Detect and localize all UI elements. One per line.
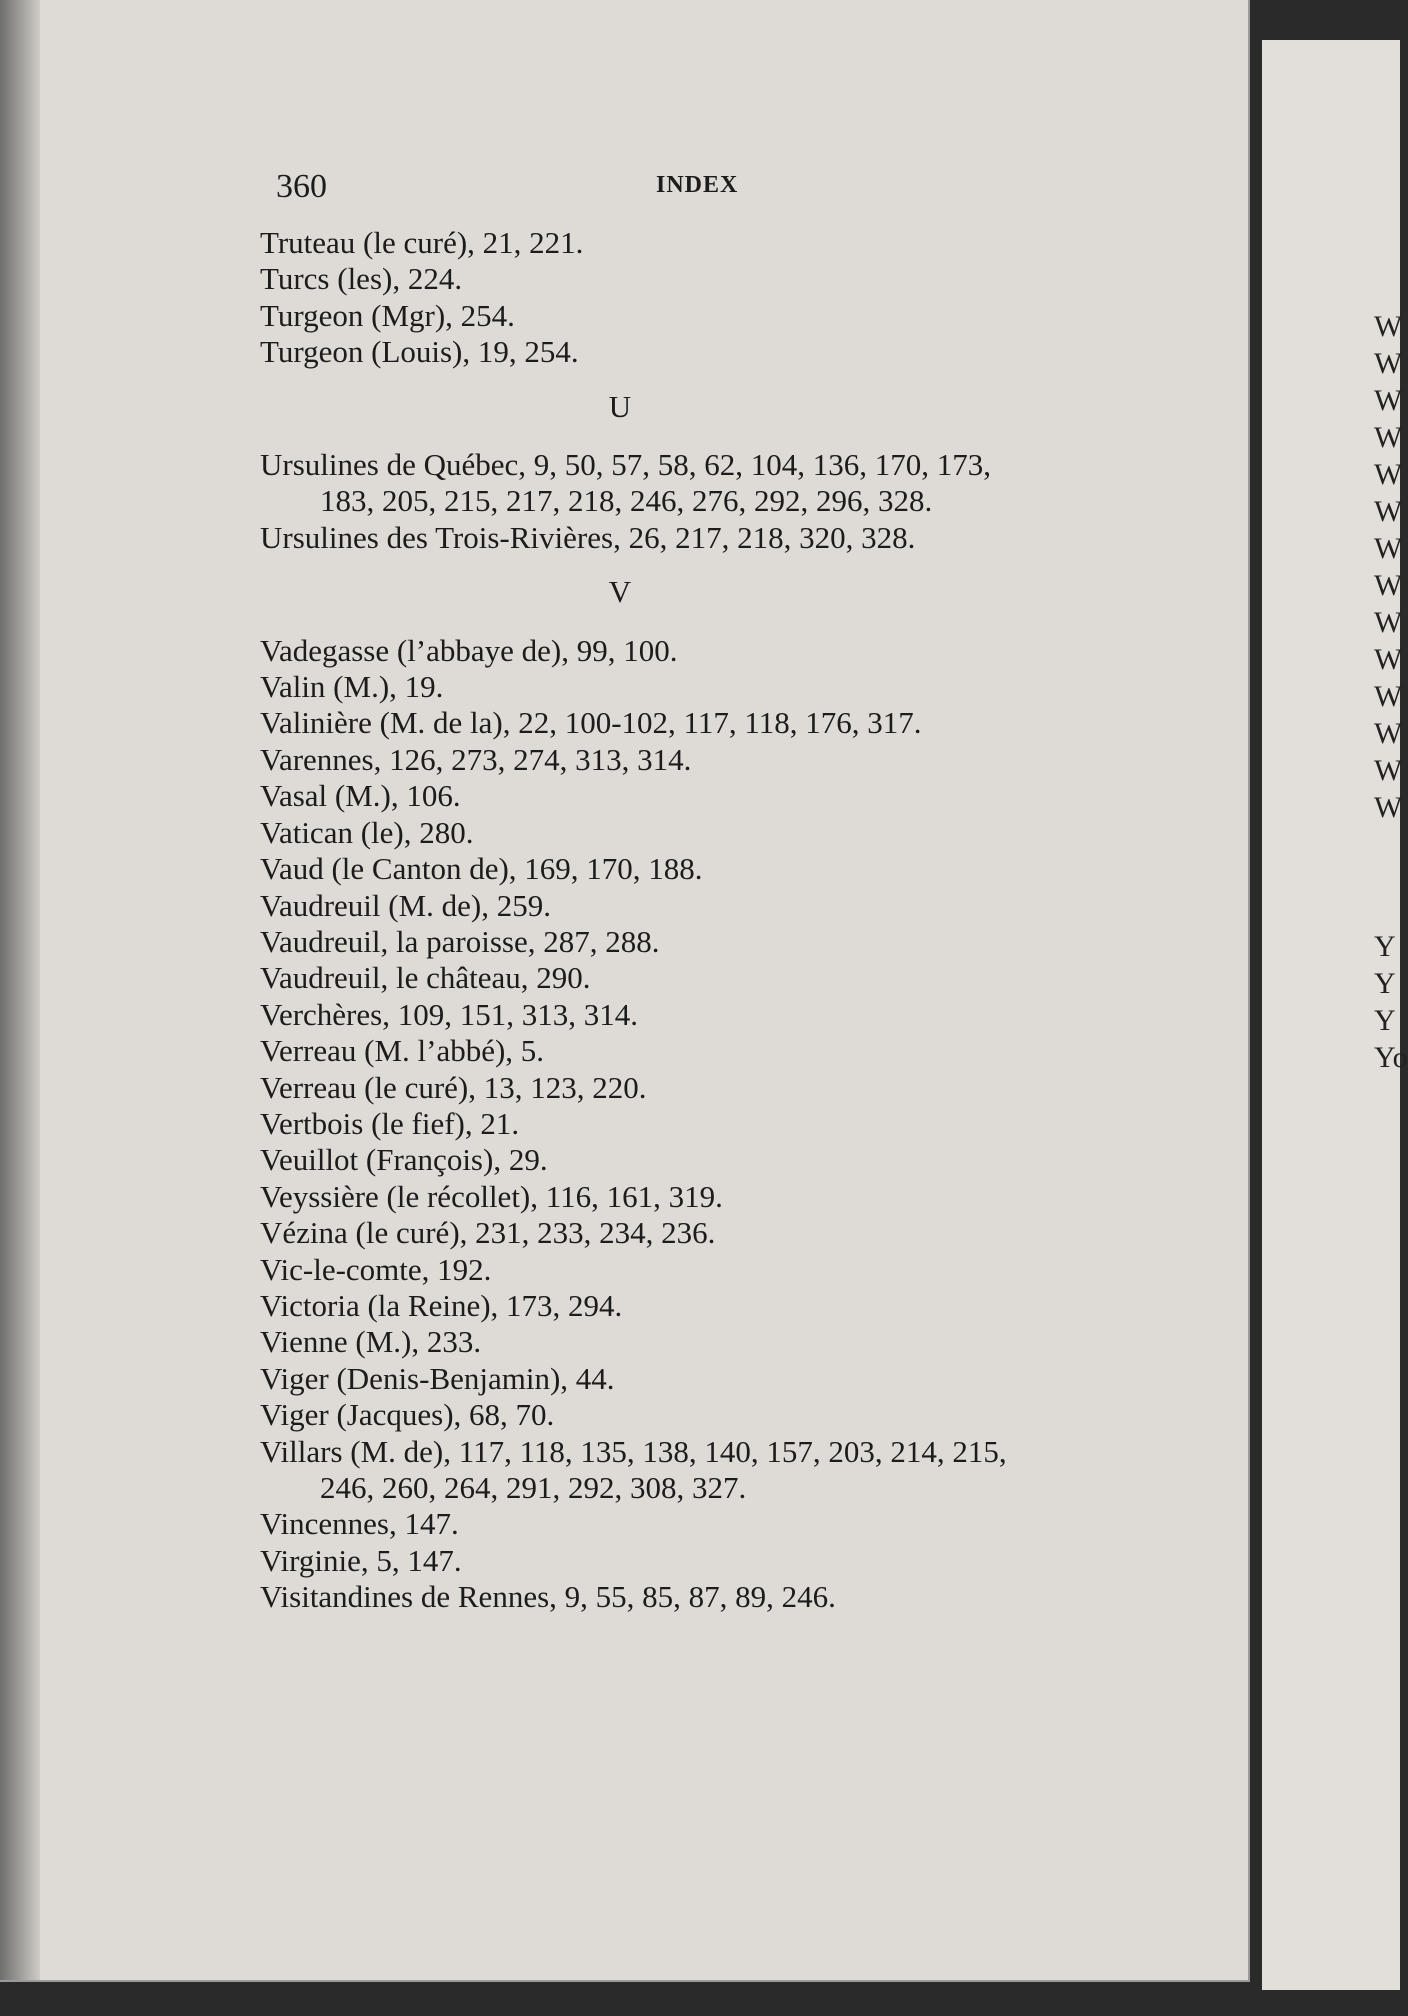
facing-page-letter: W (1374, 421, 1403, 454)
facing-page-fragment (1262, 40, 1408, 1990)
index-entry: Villars (M. de), 117, 118, 135, 138, 140, 157, 203, 214, 215, (260, 1433, 1007, 1469)
facing-page-letter: W (1374, 606, 1403, 639)
index-entry: Vertbois (le fief), 21. (260, 1105, 520, 1141)
facing-page-letter: W (1374, 643, 1403, 676)
index-entry: Victoria (la Reine), 173, 294. (260, 1287, 623, 1323)
index-entry: Verreau (le curé), 13, 123, 220. (260, 1069, 647, 1105)
index-entry: Veuillot (François), 29. (260, 1142, 548, 1178)
index-entry: Vaudreuil, le château, 290. (260, 960, 591, 996)
facing-page-letter: Y (1374, 967, 1396, 1000)
index-entry: Veyssière (le récollet), 116, 161, 319. (260, 1178, 723, 1214)
index-entry: Ursulines des Trois-Rivières, 26, 217, 218, 320, 328. (260, 519, 916, 555)
index-entry: Vasal (M.), 106. (260, 778, 461, 814)
facing-page-letter: W (1374, 347, 1403, 380)
index-entry: Vic-le-comte, 192. (260, 1251, 492, 1287)
index-entry: Verchères, 109, 151, 313, 314. (260, 996, 638, 1032)
facing-page-letter: W (1374, 458, 1403, 491)
facing-page-letter: W (1374, 680, 1403, 713)
index-entry: Viger (Denis-Benjamin), 44. (260, 1360, 615, 1396)
facing-page-letter: W (1374, 717, 1403, 750)
section-letter: V (608, 574, 632, 610)
facing-page-letter: W (1374, 384, 1403, 417)
index-entry: Vaudreuil (M. de), 259. (260, 887, 551, 923)
index-entry: Ursulines de Québec, 9, 50, 57, 58, 62, 104, 136, 170, 173, (260, 447, 991, 483)
facing-page-letter: Y (1374, 930, 1396, 963)
index-entry: Viger (Jacques), 68, 70. (260, 1397, 555, 1433)
index-entry: Valin (M.), 19. (260, 669, 444, 705)
section-letter: U (608, 388, 632, 424)
index-entry: Vienne (M.), 233. (260, 1324, 482, 1360)
index-entry: Vadegasse (l’abbaye de), 99, 100. (260, 632, 678, 668)
index-entry: Virginie, 5, 147. (260, 1542, 462, 1578)
index-entry: Varennes, 126, 273, 274, 313, 314. (260, 741, 692, 777)
page-header (276, 168, 1156, 208)
facing-page-letter: W (1374, 532, 1403, 565)
index-entry: Vaudreuil, la paroisse, 287, 288. (260, 923, 660, 959)
index-entry: Turgeon (Louis), 19, 254. (260, 334, 579, 370)
index-entry: Truteau (le curé), 21, 221. (260, 225, 584, 260)
facing-page-letter: W (1374, 569, 1403, 602)
facing-page-letter: W (1374, 495, 1403, 528)
index-entry: Verreau (M. l’abbé), 5. (260, 1033, 545, 1069)
index-entry-continuation: 183, 205, 215, 217, 218, 246, 276, 292, 296, 328. (320, 483, 933, 519)
index-entry: Turcs (les), 224. (260, 261, 463, 297)
index-entry: Visitandines de Rennes, 9, 55, 85, 87, 89, 246. (260, 1579, 836, 1615)
page-number: 360 (276, 168, 327, 205)
facing-page-letter: Yo (1374, 1041, 1408, 1074)
index-entry: Vézina (le curé), 231, 233, 234, 236. (260, 1215, 716, 1251)
index-entry: Vincennes, 147. (260, 1506, 459, 1542)
facing-page-letter: W (1374, 791, 1403, 824)
index-entry: Vatican (le), 280. (260, 814, 474, 850)
page-edge-shadow (0, 0, 40, 1980)
index-entry: Valinière (M. de la), 22, 100-102, 117, 118, 176, 317. (260, 705, 922, 741)
facing-page-letter: W (1374, 310, 1403, 343)
running-title: INDEX (656, 172, 739, 198)
index-entry-continuation: 246, 260, 264, 291, 292, 308, 327. (320, 1470, 747, 1505)
index-list (260, 225, 1160, 1616)
index-entry: Vaud (le Canton de), 169, 170, 188. (260, 851, 703, 887)
index-entry: Turgeon (Mgr), 254. (260, 297, 515, 333)
facing-page-letter: W (1374, 754, 1403, 787)
facing-page-letter: Y (1374, 1004, 1396, 1037)
